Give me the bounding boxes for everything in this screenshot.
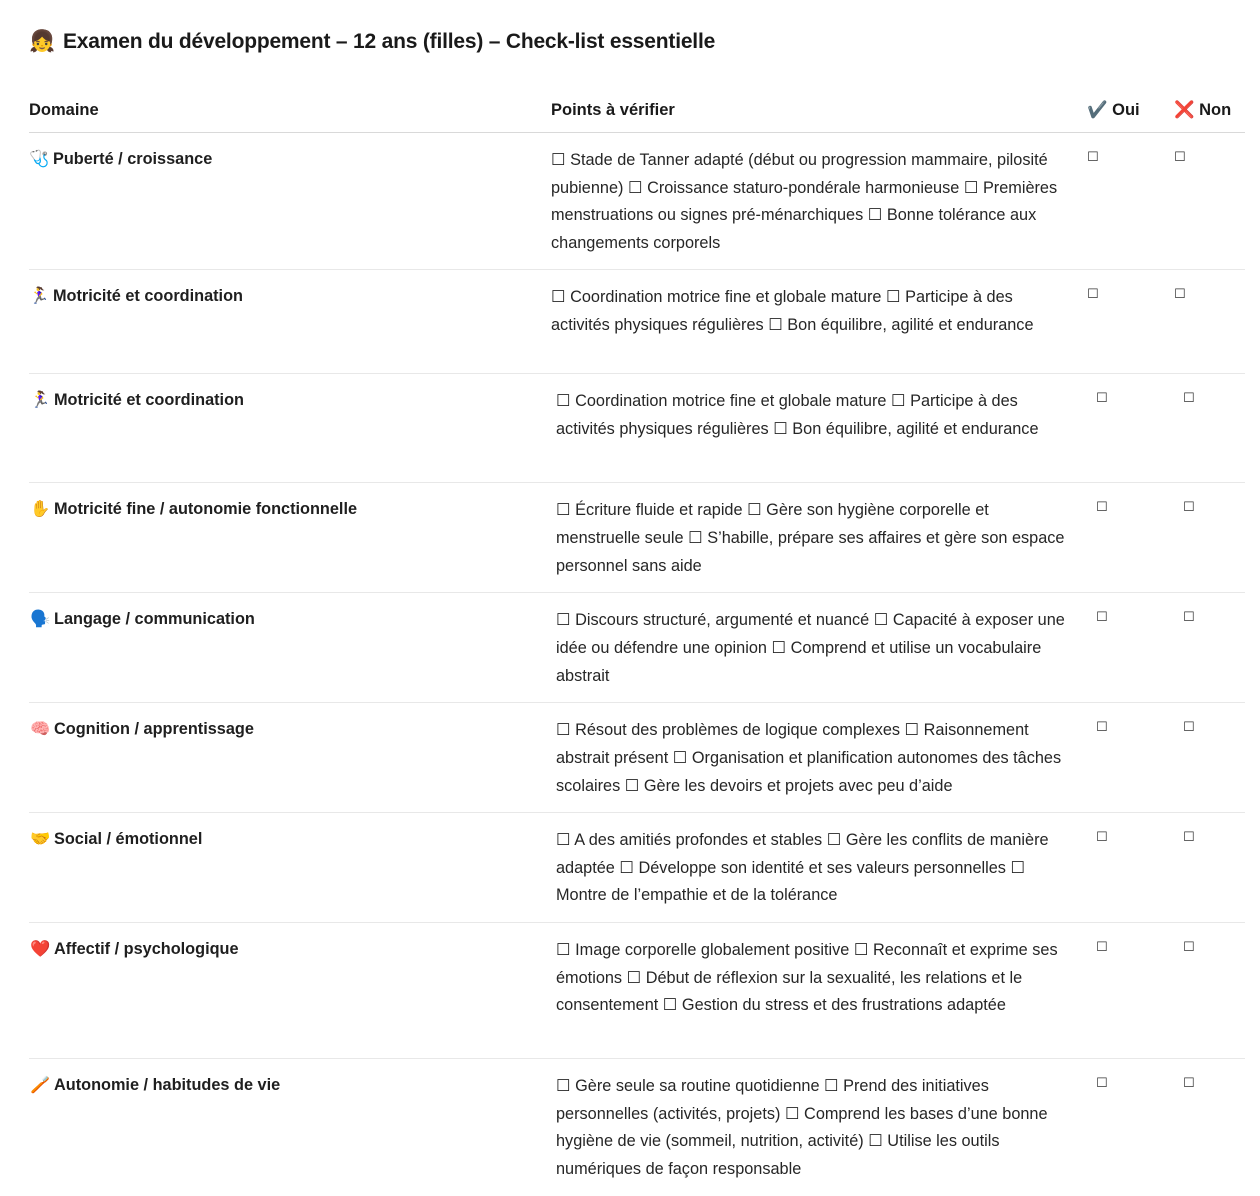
non-checkbox[interactable]: ☐ [1183,719,1195,735]
points-cell: ☐ Discours structuré, argumenté et nuancé ☐ Capacité à exposer une idée ou défendre une opinion ☐ Comprend et utilise un vocabulaire abstrait [556,611,1065,685]
table-header [29,88,1245,133]
table-row [29,703,1245,813]
domain-label: Langage / communication [54,610,255,629]
running-woman-icon: 🏃‍♀️ [30,391,51,410]
page-title-text: Examen du développement – 12 ans (filles) – Check-list essentielle [63,30,716,53]
table-row [29,1059,1245,1196]
domain-cell [29,483,551,593]
brain-icon: 🧠 [30,720,51,739]
oui-checkbox[interactable]: ☐ [1087,149,1099,164]
non-checkbox[interactable]: ☐ [1174,286,1186,302]
domain-cell [29,703,551,813]
table-row [29,270,1245,374]
domain-label: Motricité et coordination [54,391,244,410]
non-checkbox[interactable]: ☐ [1183,1075,1195,1091]
header-oui: ✔️ Oui [1083,88,1170,133]
points-cell: ☐ Stade de Tanner adapté (début ou progression mammaire, pilosité pubienne) ☐ Croissance staturo-pondérale harmonieuse ☐ Premières menstruations ou signes pré-ménarchiques ☐ Bonne tolérance aux changements corporels [551,151,1058,252]
domain-label: Motricité fine / autonomie fonctionnelle [54,500,358,519]
speaking-head-icon: 🗣️ [30,610,51,629]
header-row [29,88,1245,133]
header-points: Points à vérifier [551,88,1083,133]
raised-hand-icon: ✋ [30,500,51,519]
non-checkbox[interactable]: ☐ [1183,609,1195,625]
table-row [29,813,1245,923]
points-cell: ☐ Résout des problèmes de logique complexes ☐ Raisonnement abstrait présent ☐ Organisation et planification autonomes des tâches scolaires ☐ Gère les devoirs et projets avec peu d’aide [556,721,1062,795]
domain-label: Motricité et coordination [53,287,243,306]
non-checkbox[interactable]: ☐ [1174,149,1186,164]
toothbrush-icon: 🪥 [30,1076,51,1095]
header-non: ❌ Non [1170,88,1245,133]
points-cell: ☐ Écriture fluide et rapide ☐ Gère son hygiène corporelle et menstruelle seule ☐ S’habille, prépare ses affaires et gère son espace personnel sans aide [556,501,1065,575]
handshake-icon: 🤝 [30,830,51,849]
domain-cell [29,593,551,703]
page-title [29,30,715,54]
header-domain: Domaine [29,88,551,133]
oui-checkbox[interactable]: ☐ [1096,609,1108,625]
girl-emoji-icon: 👧 [29,30,55,53]
domain-cell [29,133,551,270]
oui-checkbox[interactable]: ☐ [1096,1075,1108,1091]
table-body [29,133,1245,1196]
non-checkbox[interactable]: ☐ [1183,390,1195,406]
domain-cell [29,813,551,923]
domain-cell [29,923,551,1059]
points-cell: ☐ Gère seule sa routine quotidienne ☐ Prend des initiatives personnelles (activités, projets) ☐ Comprend les bases d’une bonne hygiène de vie (sommeil, nutrition, activité) ☐ Utilise les outils numériques de façon responsable [556,1077,1048,1178]
oui-checkbox[interactable]: ☐ [1096,829,1108,845]
oui-checkbox[interactable]: ☐ [1087,286,1099,302]
oui-checkbox[interactable]: ☐ [1096,499,1108,515]
table-row [29,374,1245,483]
domain-cell [29,270,551,374]
domain-label: Autonomie / habitudes de vie [54,1076,281,1095]
points-cell: ☐ A des amitiés profondes et stables ☐ Gère les conflits de manière adaptée ☐ Développe son identité et ses valeurs personnelles ☐ Montre de l’empathie et de la tolérance [556,831,1049,905]
stethoscope-icon: 🩺 [29,150,50,168]
table-row [29,593,1245,703]
running-woman-icon: 🏃‍♀️ [29,287,50,306]
domain-label: Cognition / apprentissage [54,720,254,739]
domain-label: Puberté / croissance [53,150,213,168]
non-checkbox[interactable]: ☐ [1183,829,1195,845]
non-checkbox[interactable]: ☐ [1183,499,1195,515]
oui-checkbox[interactable]: ☐ [1096,719,1108,735]
table-row [29,133,1245,270]
domain-cell [29,1059,551,1196]
points-cell: ☐ Coordination motrice fine et globale mature ☐ Participe à des activités physiques régulières ☐ Bon équilibre, agilité et endurance [551,288,1034,334]
domain-label: Affectif / psychologique [54,940,239,959]
oui-checkbox[interactable]: ☐ [1096,390,1108,406]
non-checkbox[interactable]: ☐ [1183,939,1195,955]
table-row [29,923,1245,1059]
heart-icon: ❤️ [30,940,51,959]
domain-label: Social / émotionnel [54,830,203,849]
checklist-table [29,88,1245,1196]
table-row [29,483,1245,593]
points-cell: ☐ Image corporelle globalement positive ☐ Reconnaît et exprime ses émotions ☐ Début de réflexion sur la sexualité, les relations et le consentement ☐ Gestion du stress et des frustrations adaptée [556,941,1058,1015]
domain-cell [29,374,551,483]
oui-checkbox[interactable]: ☐ [1096,939,1108,955]
points-cell: ☐ Coordination motrice fine et globale mature ☐ Participe à des activités physiques régulières ☐ Bon équilibre, agilité et endurance [556,392,1039,438]
